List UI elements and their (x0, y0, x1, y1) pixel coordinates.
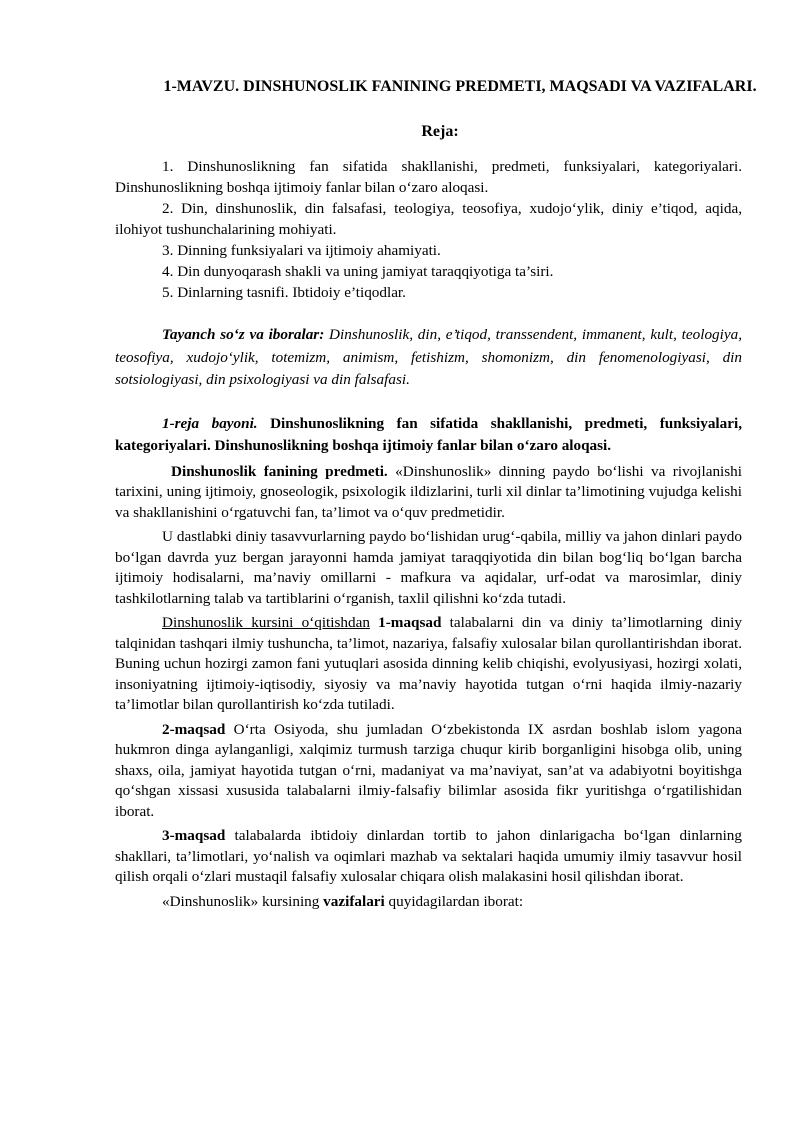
plan-item: 1. Dinshunoslikning fan sifatida shakllanishi, predmeti, funksiyalari, kategoriyalari. Dinshunoslikning boshqa ijtimoiy fanlar bilan o‘zaro aloqasi. (115, 158, 742, 196)
paragraph-text: O‘rta Osiyoda, shu jumladan O‘zbekistonda IX asrdan boshlab islom yagona hukmron dinga aylanganligi, xalqimiz turmush tarziga chuqur kirib borganligini hisobga olib, uning shaxs, oila, jamiyat hayotida tutgan o‘rni, madaniyat va ma’naviyat, san’at va adabiyotni boyitishga qo‘shgan xissasi xususida talabalarni ilmiy-falsafiy bilimlar asosida fikr yuritishga o‘rgatilishidan iborat. (115, 720, 742, 820)
plan-list (115, 156, 742, 303)
paragraph-history: U dastlabki diniy tasavvurlarning paydo bo‘lishidan urug‘-qabila, milliy va jahon dinlari paydo bo‘lgan davrda yuz bergan jarayonni hamda jamiyat taraqqiyotida din bilan bog‘liq bo‘lgan barcha ijtimoiy hodisalarni, ma’naviy omillarni - mafkura va aqidalar, urf-odat va marosimlar, diniy tashkilotlarning talab va tartiblarini o‘rganish, taxlil qilishni ko‘zda tutadi. (115, 528, 742, 607)
paragraph-goal-1 (115, 613, 742, 716)
paragraph-text: quyidagilardan iborat: (384, 892, 524, 910)
paragraph-text: «Dinshunoslik» kursining (162, 892, 324, 910)
paragraph-goal-3 (115, 826, 742, 888)
plan-item: 5. Dinlarning tasnifi. Ibtidoiy e’tiqodlar. (162, 284, 406, 301)
paragraph-text: «Dinshunoslik» dinning paydo bo‘lishi va rivojlanishi tarixini, uning ijtimoiy, gnoseologik, psixologik ildizlarini, turli xil dinlar ta’limotining vujudga kelishi va shakllanishini o‘rgatuvchi fan, ta’limot va o‘quv predmetidir. (115, 462, 742, 521)
plan-item: 2. Din, dinshunoslik, din falsafasi, teologiya, teosofiya, xudojo‘ylik, diniy e’tiqod, aqida, ilohiyot tushunchalarining mohiyati. (115, 200, 742, 238)
plan-heading: Reja: (421, 123, 459, 140)
paragraph-text: talabalarda ibtidoiy dinlardan tortib to jahon dinlarigacha bo‘lgan dinlarning shakllari, ta’limotlari, yo‘nalish va oqimlari mazhab va sektalari haqida umumiy ilmiy tasavvur hosil qilish orqali o‘zlari mustaqil falsafiy xulosalar chiqara olish malakasini hosil qilishdan iborat. (115, 827, 742, 885)
goal-3-label: 3-maqsad (162, 827, 226, 844)
goal-2-label: 2-maqsad (162, 720, 226, 738)
goal-1-label: 1-maqsad (369, 614, 442, 631)
paragraph-tasks (115, 892, 742, 913)
keywords-text: Dinshunoslik, din, e’tiqod, transsendent, immanent, kult, teologiya, teosofiya, xudojo‘ylik, totemizm, animism, fetishizm, shomonizm, din fenomenologiyasi, din sotsiologiyasi, din psixologiyasi va din falsafasi. (115, 326, 742, 388)
paragraph-lead: Dinshunoslik fanining predmeti. (171, 462, 388, 480)
plan-item: 4. Din dunyoqarash shakli va uning jamiyat taraqqiyotiga ta’siri. (162, 263, 554, 280)
paragraph-subject (115, 462, 742, 524)
page-title: 1-MAVZU. DINSHUNOSLIK FANINING PREDMETI, MAQSADI VA VAZIFALARI. (163, 78, 757, 95)
keywords-paragraph (115, 324, 742, 392)
section-label: 1-reja bayoni. (162, 414, 258, 432)
tasks-label: vazifalari (323, 892, 385, 910)
keywords-label: Tayanch so‘z va iboralar: (162, 326, 325, 343)
paragraph-goal-2 (115, 720, 742, 823)
document-body (115, 156, 742, 912)
paragraph-text: talabalarni din va diniy ta’limotlarning diniy talqinidan tashqari ilmiy tushuncha, ta’limot, nazariya, falsafiy xulosalar bilan qurollantirishdan iborat. Buning uchun hozirgi zamon fani yutuqlari asosida dinning kelib chiqishi, evolyusiyasi, hozirgi xolati, insoniyatning ijtimoiy-iqtisodiy, siyosiy va ma’naviy hayotida tutgan o‘rni haqida ilmiy-nazariy ta’limotlar bilan qurollantirish ko‘zda tutiladi. (115, 614, 742, 713)
plan-item: 3. Dinning funksiyalari va ijtimoiy ahamiyati. (162, 242, 441, 259)
section-heading (115, 413, 742, 458)
section-heading-text: Dinshunoslikning fan sifatida shakllanishi, predmeti, funksiyalari, kategoriyalari. Dinshunoslikning boshqa ijtimoiy fanlar bilan o‘zaro aloqasi. (115, 414, 742, 454)
underlined-phrase: Dinshunoslik kursini o‘qitishdan (162, 614, 370, 631)
